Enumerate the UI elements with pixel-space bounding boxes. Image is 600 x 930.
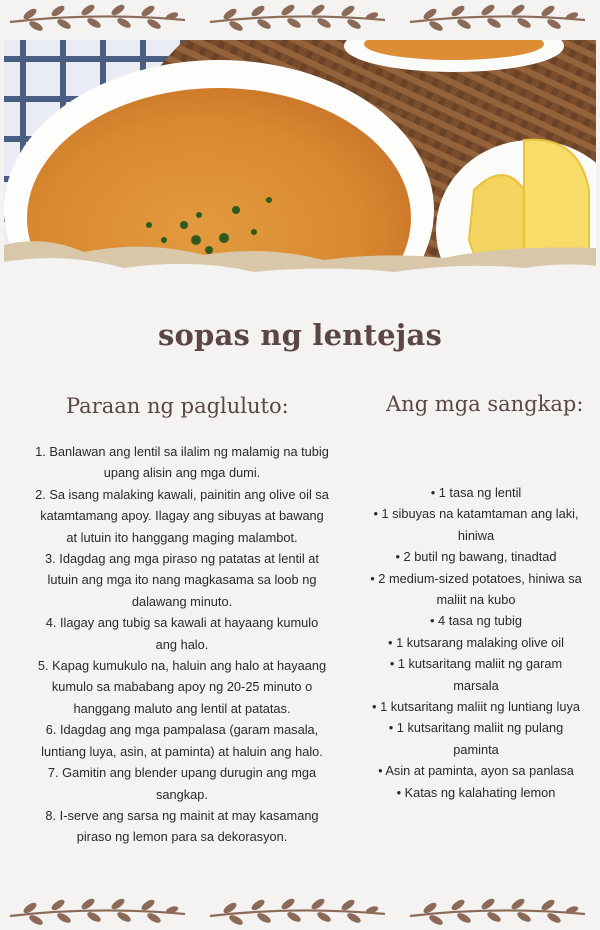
- ingredients-list: [370, 482, 582, 803]
- method-step: 8. I-serve ang sarsa ng mainit at may kasamang piraso ng lemon para sa dekorasyon.: [45, 807, 319, 845]
- method-step: 1. Banlawan ang lentil sa ilalim ng malamig na tubig upang alisin ang mga dumi.: [35, 444, 329, 481]
- ingredient-item: • 1 kutsaritang maliit ng garam marsala: [389, 656, 563, 693]
- ingredient-item: • 2 medium-sized potatoes, hiniwa sa maliit na kubo: [370, 570, 582, 608]
- method-step: 4. Ilagay ang tubig sa kawali at hayaang kumulo ang halo.: [45, 615, 319, 652]
- method-step: 5. Kapag kumukulo na, haluin ang halo at hayaang kumulo sa mababang apoy ng 20-25 minuto o hanggang maluto ang lentil at patatas.: [37, 658, 327, 716]
- laurel-border-icon: [0, 894, 600, 930]
- method-heading: Paraan ng pagluluto:: [66, 394, 289, 418]
- ingredient-item: • 1 kutsarang malaking olive oil: [388, 634, 564, 650]
- method-step: 2. Sa isang malaking kawali, painitin ang olive oil sa katamtamang apoy. Ilagay ang sibuyas at bawang at lutuin ito hanggang maging malambot.: [35, 486, 329, 545]
- laurel-border-icon: [0, 0, 600, 36]
- ingredient-item: • 1 tasa ng lentil: [430, 485, 522, 500]
- ingredient-item: • Asin at paminta, ayon sa panlasa: [378, 763, 574, 779]
- lentil-soup-illustration-icon: [4, 40, 596, 310]
- bottom-laurel-border: [0, 894, 600, 930]
- top-laurel-border: [0, 0, 600, 36]
- page-title: sopas ng lentejas: [157, 318, 443, 352]
- ingredients-heading: Ang mga sangkap:: [386, 392, 584, 416]
- method-step: 6. Idagdag ang mga pampalasa (garam masala, luntiang luya, asin, at paminta) at haluin ang halo.: [41, 722, 323, 759]
- method-step: 3. Idagdag ang mga piraso ng patatas at lentil at lutuin ang mga ito nang magkasama sa loob ng dalawang minuto.: [45, 551, 319, 609]
- hero-image: [4, 40, 596, 310]
- ingredient-item: • 2 butil ng bawang, tinadtad: [395, 549, 557, 565]
- ingredient-item: • 1 kutsaritang maliit ng luntiang luya: [372, 699, 580, 715]
- method-step: 7. Gamitin ang blender upang durugin ang mga sangkap.: [47, 765, 317, 802]
- ingredient-item: • 1 sibuyas na katamtaman ang laki, hiniwa: [373, 506, 579, 543]
- ingredient-item: • 4 tasa ng tubig: [430, 613, 522, 629]
- method-steps: [34, 441, 330, 848]
- ingredient-item: • Katas ng kalahating lemon: [396, 784, 556, 800]
- ingredient-item: • 1 kutsaritang maliit ng pulang paminta: [388, 720, 564, 757]
